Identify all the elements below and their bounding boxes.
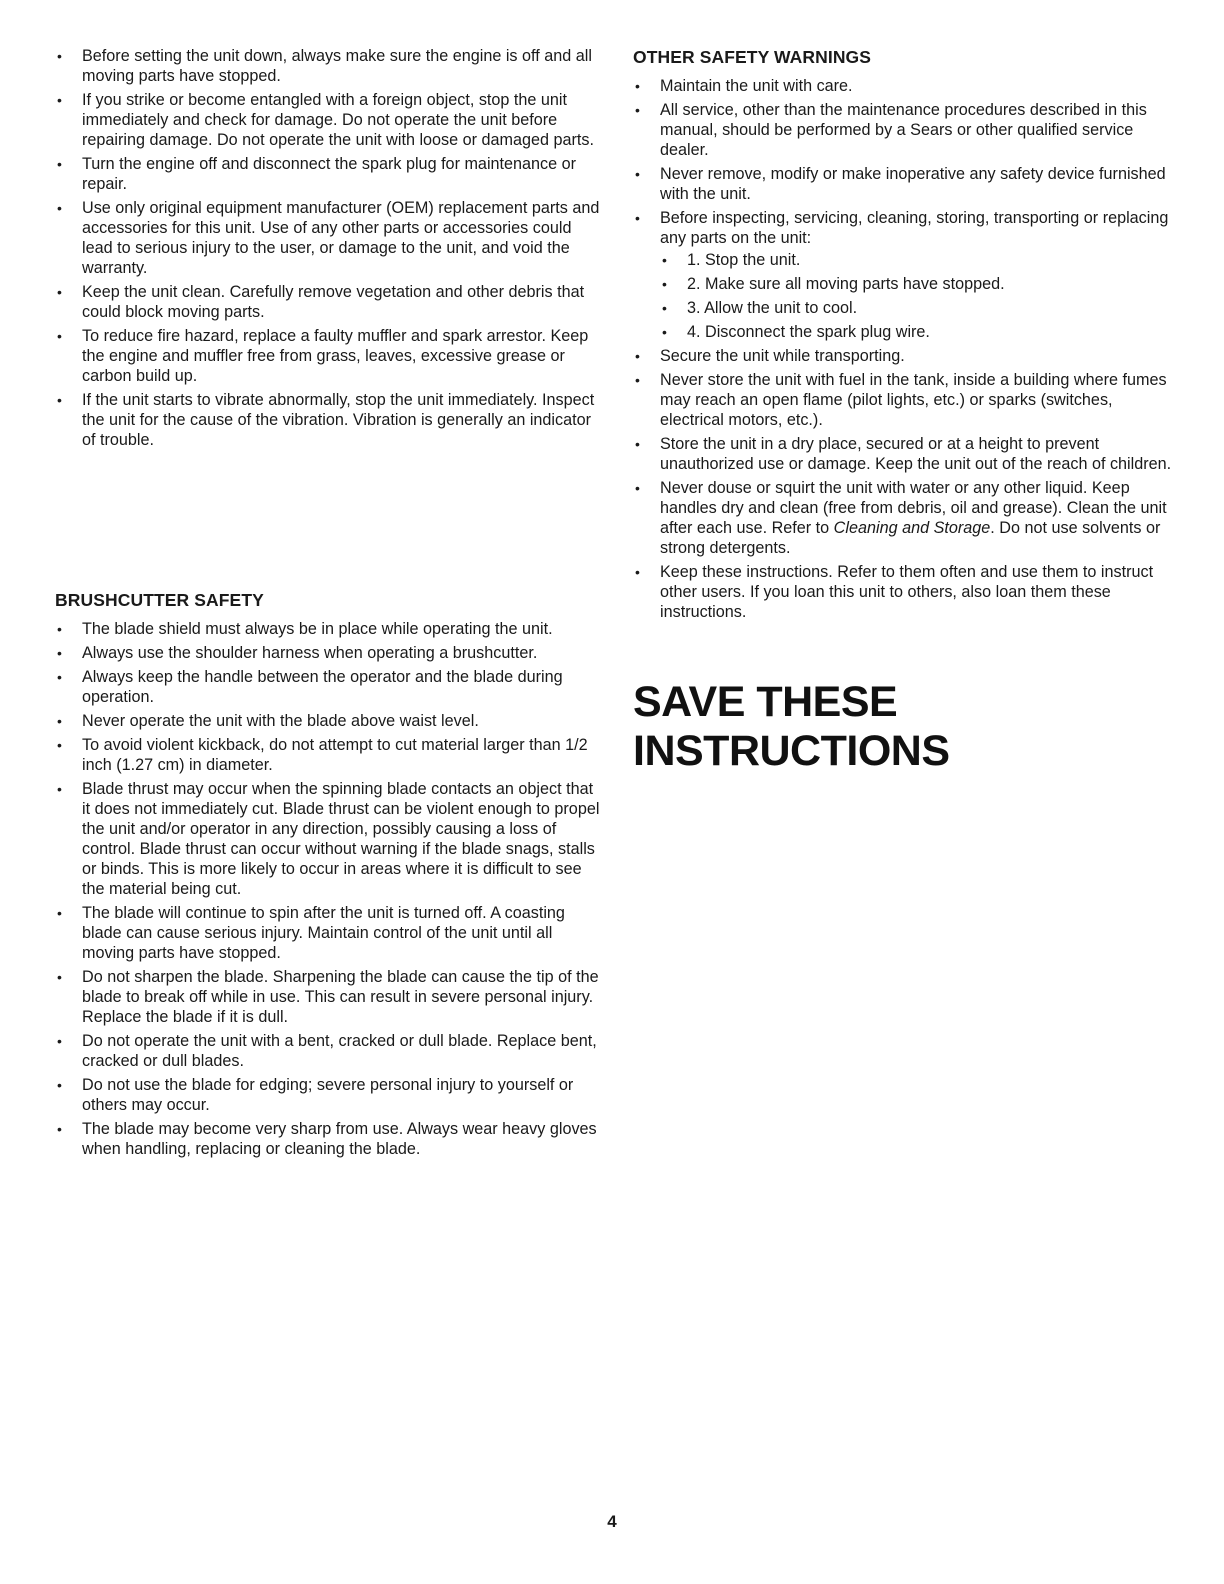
list-item: • The blade may become very sharp from use. Always wear heavy gloves when handling, replacing or cleaning the blade. <box>55 1119 600 1159</box>
list-item: • The blade will continue to spin after the unit is turned off. A coasting blade can cause serious injury. Maintain control of the unit until all moving parts have stopped. <box>55 903 600 963</box>
list-item: • The blade shield must always be in place while operating the unit. <box>55 619 600 639</box>
other-safety-heading: OTHER SAFETY WARNINGS <box>633 47 872 67</box>
brushcutter-heading: BRUSHCUTTER SAFETY <box>55 590 264 610</box>
list-item: • If the unit starts to vibrate abnormally, stop the unit immediately. Inspect the unit for the cause of the vibration. Vibration is generally an indicator of trouble. <box>55 390 600 450</box>
list-item: • Never remove, modify or make inoperative any safety device furnished with the unit. <box>633 164 1175 204</box>
list-item: • To reduce fire hazard, replace a faulty muffler and spark arrestor. Keep the engine and muffler free from grass, leaves, excessive grease or carbon build up. <box>55 326 600 386</box>
list-item <box>633 478 1175 558</box>
list-item: • Never store the unit with fuel in the tank, inside a building where fumes may reach an open flame (pilot lights, etc.) or sparks (switches, electrical motors, etc.). <box>633 370 1175 430</box>
list-item: • Always keep the handle between the operator and the blade during operation. <box>55 667 600 707</box>
cleaning-storage-reference: Cleaning and Storage <box>833 519 991 537</box>
step-item: • 4. Disconnect the spark plug wire. <box>660 322 1175 342</box>
list-item: • Keep these instructions. Refer to them often and use them to instruct other users. If you loan this unit to others, also loan them these instructions. <box>633 562 1175 622</box>
list-item-text: . Do not use solvents or strong detergents. <box>660 519 1161 557</box>
step-item: • 3. Allow the unit to cool. <box>660 298 1175 318</box>
list-item: • Store the unit in a dry place, secured or at a height to prevent unauthorized use or damage. Keep the unit out of the reach of children. <box>633 434 1175 474</box>
list-item: • Keep the unit clean. Carefully remove vegetation and other debris that could block moving parts. <box>55 282 600 322</box>
other-safety-list <box>633 76 1175 622</box>
right-column <box>633 46 1175 626</box>
list-item: • Secure the unit while transporting. <box>633 346 1175 366</box>
left-column <box>55 46 600 454</box>
list-item: • Turn the engine off and disconnect the spark plug for maintenance or repair. <box>55 154 600 194</box>
general-safety-list <box>55 46 600 450</box>
step-item: • 1. Stop the unit. <box>660 250 1175 270</box>
save-instructions-heading: SAVE THESE INSTRUCTIONS <box>633 678 950 775</box>
list-item-text: Before inspecting, servicing, cleaning, storing, transporting or replacing any parts on the unit: <box>660 209 1169 247</box>
list-item: • To avoid violent kickback, do not attempt to cut material larger than 1/2 inch (1.27 cm) in diameter. <box>55 735 600 775</box>
list-item: • Before setting the unit down, always make sure the engine is off and all moving parts have stopped. <box>55 46 600 86</box>
brushcutter-section <box>55 589 600 1163</box>
list-item: • All service, other than the maintenance procedures described in this manual, should be performed by a Sears or other qualified service dealer. <box>633 100 1175 160</box>
list-item: • Always use the shoulder harness when operating a brushcutter. <box>55 643 600 663</box>
list-item: • Never operate the unit with the blade above waist level. <box>55 711 600 731</box>
list-item <box>633 208 1175 342</box>
list-item: • If you strike or become entangled with a foreign object, stop the unit immediately and check for damage. Do not operate the unit before repairing damage. Do not operate the unit with loose or damaged parts. <box>55 90 600 150</box>
list-item: • Blade thrust may occur when the spinning blade contacts an object that it does not immediately cut. Blade thrust can be violent enough to propel the unit and/or operator in any direction, possibly causing a loss of control. Blade thrust can occur without warning if the blade snags, stalls or binds. This is more likely to occur in areas where it is difficult to see the material being cut. <box>55 779 600 899</box>
steps-list <box>660 250 1175 342</box>
list-item: • Maintain the unit with care. <box>633 76 1175 96</box>
step-item: • 2. Make sure all moving parts have stopped. <box>660 274 1175 294</box>
list-item: • Do not operate the unit with a bent, cracked or dull blade. Replace bent, cracked or dull blades. <box>55 1031 600 1071</box>
list-item-text: Never douse or squirt the unit with water or any other liquid. Keep handles dry and clean (free from debris, oil and grease). Clean the unit after each use. Refer to <box>660 479 1167 537</box>
list-item: • Use only original equipment manufacturer (OEM) replacement parts and accessories for this unit. Use of any other parts or accessories could lead to serious injury to the user, or damage to the unit, and void the warranty. <box>55 198 600 278</box>
list-item: • Do not sharpen the blade. Sharpening the blade can cause the tip of the blade to break off while in use. This can result in severe personal injury. Replace the blade if it is dull. <box>55 967 600 1027</box>
brushcutter-list <box>55 619 600 1159</box>
page-number: 4 <box>607 1512 617 1531</box>
list-item: • Do not use the blade for edging; severe personal injury to yourself or others may occur. <box>55 1075 600 1115</box>
